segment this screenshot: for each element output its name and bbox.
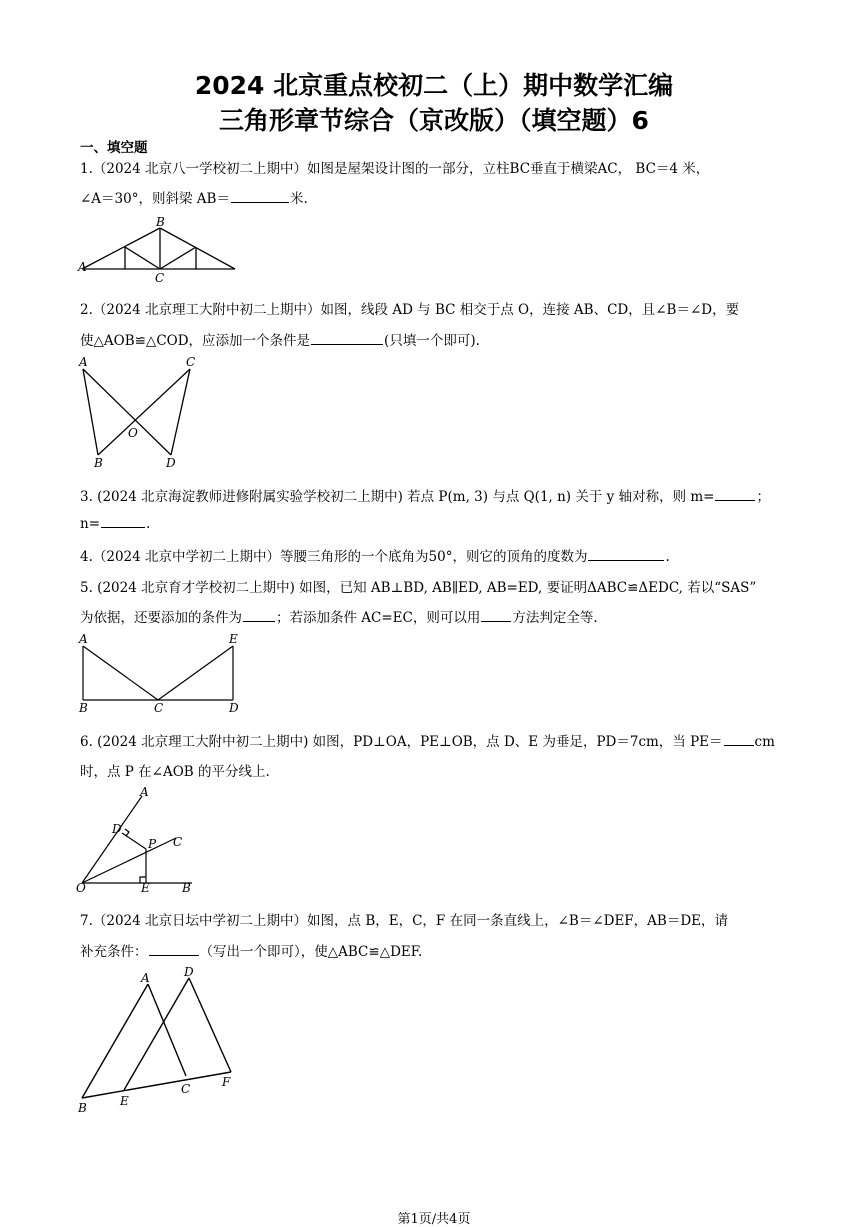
fig7-label-D: D xyxy=(184,965,194,979)
q5-text: 为依据，还要添加的条件为 xyxy=(80,610,242,626)
fig2-label-A: A xyxy=(79,355,88,369)
fig5-label-B: B xyxy=(79,701,88,715)
q3-text-end: ； xyxy=(756,489,770,505)
q3-text-n-end: . xyxy=(146,516,151,532)
fig7-label-A: A xyxy=(141,971,150,985)
fig6-label-C: C xyxy=(173,835,183,849)
q2-text-end: (只填一个即可). xyxy=(384,333,480,349)
figure-1-roof-truss xyxy=(78,214,243,286)
page-footer: 第1页/共4页 xyxy=(397,1212,471,1227)
fig2-label-O: O xyxy=(128,426,138,440)
q7-line2 xyxy=(80,940,422,960)
q3-line1 xyxy=(80,485,770,505)
fig5-label-C: C xyxy=(154,701,164,715)
page-title-line2: 三角形章节综合（京改版）（填空题）6 xyxy=(219,106,649,135)
fig1-label-C: C xyxy=(155,271,165,285)
q5-line1: 5. (2024 北京育才学校初二上期中) 如图，已知 AB⊥BD, AB∥ED, AB=ED, 要证明ΔABC≌ΔEDC, 若以“SAS” xyxy=(80,580,757,596)
fig6-label-A: A xyxy=(140,785,149,799)
q7-blank[interactable] xyxy=(149,943,199,956)
figure-5-two-triangles xyxy=(78,632,243,714)
fig6-label-O: O xyxy=(76,881,86,895)
q6-text-end: cm xyxy=(754,734,775,750)
q1-line1: 1.（2024 北京八一学校初二上期中）如图是屋架设计图的一部分，立柱BC垂直于横梁AC， BC＝4 米， xyxy=(80,161,710,177)
page-title-line1: 2024 北京重点校初二（上）期中数学汇编 xyxy=(194,71,674,100)
q4-text-end: . xyxy=(665,549,670,565)
q2-blank[interactable] xyxy=(311,332,383,345)
fig6-label-D: D xyxy=(112,822,122,836)
figure-7-congruent-triangles xyxy=(76,962,246,1120)
fig5-label-E: E xyxy=(229,632,238,646)
fig1-label-B: B xyxy=(156,215,165,229)
q5-blank-2[interactable] xyxy=(481,609,511,622)
q1-line2 xyxy=(80,187,308,207)
figure-6-angle-bisector xyxy=(76,786,198,896)
q5-line2 xyxy=(80,606,598,626)
q3-blank-n[interactable] xyxy=(101,515,145,528)
q3-blank-m[interactable] xyxy=(715,488,755,501)
fig5-label-A: A xyxy=(79,632,88,646)
fig2-label-C: C xyxy=(186,355,196,369)
q5-text-2: ；若添加条件 AC=EC，则可以用 xyxy=(276,610,481,626)
section-heading: 一、填空题 xyxy=(80,140,148,156)
fig6-label-B: B xyxy=(182,881,191,895)
fig6-label-E: E xyxy=(141,881,150,895)
q4-blank[interactable] xyxy=(588,548,664,561)
q1-blank[interactable] xyxy=(231,190,289,203)
q5-text-3: 方法判定全等. xyxy=(512,610,598,626)
q3-text-n: n= xyxy=(80,516,101,532)
q5-blank-1[interactable] xyxy=(243,609,275,622)
q2-text: 使△AOB≌△COD，应添加一个条件是 xyxy=(80,333,311,349)
q2-line1: 2.（2024 北京理工大附中初二上期中）如图，线段 AD 与 BC 相交于点 O，连接 AB、CD，且∠B＝∠D，要 xyxy=(80,302,740,318)
q7-line1: 7.（2024 北京日坛中学初二上期中）如图，点 B，E，C，F 在同一条直线上，∠B＝∠DEF，AB＝DE，请 xyxy=(80,913,729,929)
q1-text-end: 米. xyxy=(289,191,308,207)
q6-text: 6. (2024 北京理工大附中初二上期中) 如图，PD⊥OA，PE⊥OB，点 D、E 为垂足，PD＝7cm，当 PE＝ xyxy=(80,734,723,750)
q4-line1 xyxy=(80,545,670,565)
figure-2-crossing-segments xyxy=(76,355,206,473)
q7-text: 补充条件： xyxy=(80,944,148,960)
fig2-label-B: B xyxy=(94,456,103,470)
fig7-label-C: C xyxy=(181,1082,191,1096)
fig1-label-A: A xyxy=(78,260,87,274)
fig7-label-E: E xyxy=(120,1094,129,1108)
fig6-label-P: P xyxy=(148,837,157,851)
q3-line2 xyxy=(80,515,150,532)
fig7-label-B: B xyxy=(78,1101,87,1115)
q4-text: 4.（2024 北京中学初二上期中）等腰三角形的一个底角为50°，则它的顶角的度数为 xyxy=(80,549,588,565)
q3-text: 3. (2024 北京海淀教师进修附属实验学校初二上期中) 若点 P(m, 3) 与点 Q(1, n) 关于 y 轴对称，则 m= xyxy=(80,489,715,505)
q7-text-end: （写出一个即可），使△ABC≌△DEF. xyxy=(199,944,423,960)
q6-line2: 时，点 P 在∠AOB 的平分线上. xyxy=(80,764,270,780)
q6-blank[interactable] xyxy=(724,733,754,746)
fig7-label-F: F xyxy=(222,1075,231,1089)
q2-line2 xyxy=(80,329,480,349)
q6-line1 xyxy=(80,730,775,750)
q1-text: ∠A＝30°，则斜梁 AB＝ xyxy=(80,191,230,207)
fig2-label-D: D xyxy=(166,456,176,470)
fig5-label-D: D xyxy=(229,701,239,715)
